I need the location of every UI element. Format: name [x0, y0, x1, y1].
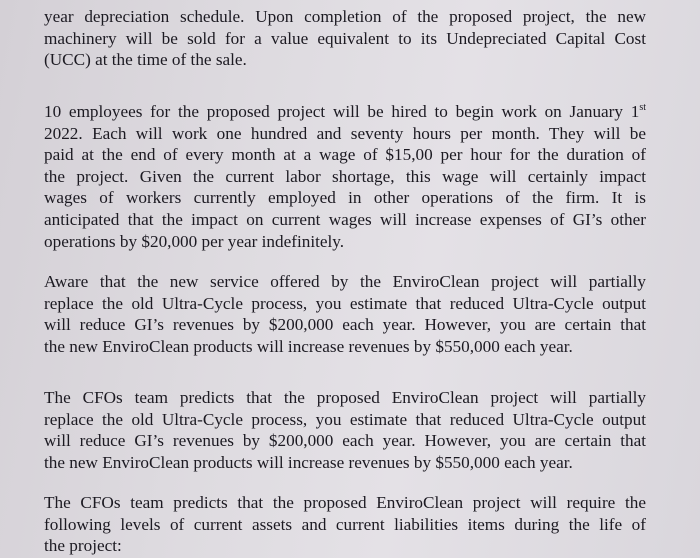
text-line: The CFOs team predicts that the proposed EnviroClean project will require the	[44, 493, 646, 512]
paragraph-revenue-impact	[44, 271, 646, 357]
paragraph-depreciation	[44, 6, 646, 71]
text-line: year depreciation schedule. Upon completion of the proposed project, the new	[44, 7, 646, 26]
text-line: (UCC) at the time of the sale.	[44, 50, 247, 70]
text-line: machinery will be sold for a value equivalent to its Undepreciated Capital Cost	[44, 28, 646, 48]
text-line: the new EnviroClean products will increase revenues by $550,000 each year.	[44, 336, 573, 356]
text-line: operations by $20,000 per year indefinitely.	[44, 231, 345, 251]
text-fragment: 10 employees for the proposed project will be hired to begin work on January 1	[44, 102, 640, 121]
text-line: Aware that the new service offered by the EnviroClean project will partially	[44, 272, 646, 291]
text-line: anticipated that the impact on current wages will increase expenses of GI’s other	[44, 209, 646, 229]
paragraph-cfo-revenue	[44, 387, 646, 473]
text-line: replace the old Ultra-Cycle process, you estimate that reduced Ultra-Cycle output	[44, 409, 646, 429]
text-line: 2022. Each will work one hundred and seventy hours per month. They will be	[44, 123, 646, 143]
text-line: the project:	[44, 536, 122, 556]
text-line	[44, 101, 646, 123]
text-line: following levels of current assets and current liabilities items during the life of	[44, 514, 646, 534]
text-line: paid at the end of every month at a wage of $15,00 per hour for the duration of	[44, 145, 646, 165]
text-line: the new EnviroClean products will increase revenues by $550,000 each year.	[44, 452, 573, 472]
text-line: wages of workers currently employed in other operations of the firm. It is	[44, 188, 646, 208]
text-line: will reduce GI’s revenues by $200,000 each year. However, you are certain that	[44, 431, 646, 451]
ordinal-superscript: st	[639, 102, 646, 113]
text-line: will reduce GI’s revenues by $200,000 each year. However, you are certain that	[44, 315, 646, 335]
paragraph-employees	[44, 101, 646, 252]
text-line: replace the old Ultra-Cycle process, you estimate that reduced Ultra-Cycle output	[44, 293, 646, 313]
text-line: The CFOs team predicts that the proposed EnviroClean project will partially	[44, 388, 646, 407]
paragraph-working-capital	[44, 492, 646, 557]
text-line: the project. Given the current labor shortage, this wage will certainly impact	[44, 166, 646, 186]
